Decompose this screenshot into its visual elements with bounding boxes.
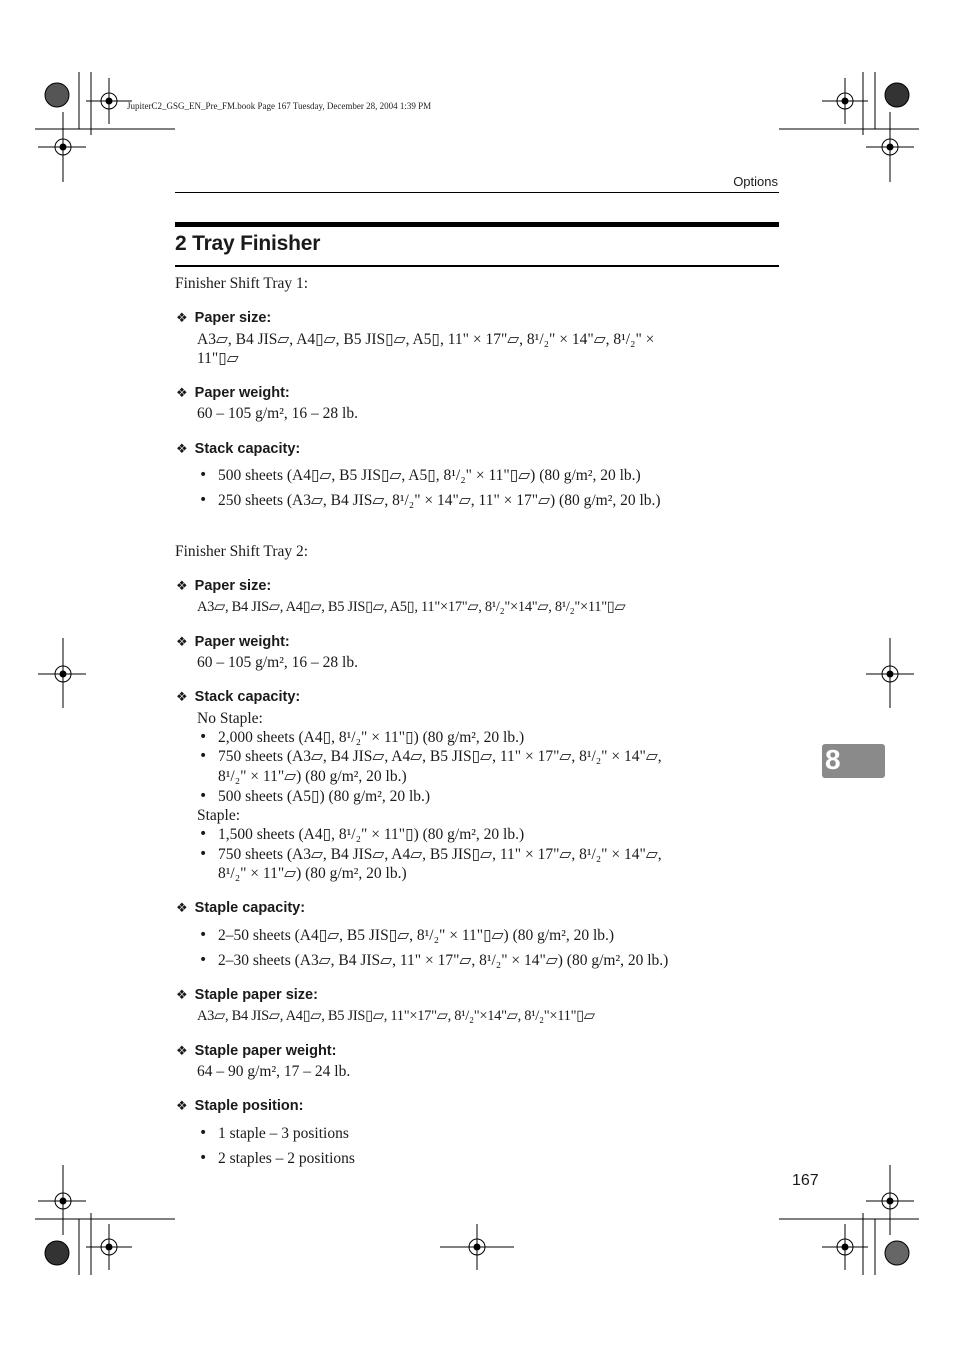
bullet-icon: • <box>199 1150 208 1166</box>
tray1-paper-size-heading <box>176 309 271 327</box>
diamond-bullet-icon: ❖ <box>176 1044 188 1059</box>
staple-capacity-heading <box>176 899 305 917</box>
bullet-icon: • <box>199 729 208 745</box>
bullet-icon: • <box>199 1125 208 1141</box>
list-item: 1,500 sheets (A4▯, 8¹/₂" × 11"▯) (80 g/m², 20 lb.) <box>218 826 525 843</box>
staple-paper-size-value: A3▱, B4 JIS▱, A4▯▱, B5 JIS▯▱, 11"×17"▱, 8¹/₂"×14"▱, 8¹/₂"×11"▯▱ <box>197 1008 595 1024</box>
list-item-line2: 8¹/₂" × 11"▱) (80 g/m², 20 lb.) <box>218 768 407 785</box>
diamond-bullet-icon: ❖ <box>176 386 188 401</box>
label: Paper size: <box>194 310 272 326</box>
tray2-stack-capacity-heading <box>176 688 300 706</box>
diamond-bullet-icon: ❖ <box>176 635 188 650</box>
label: Paper weight: <box>194 385 290 401</box>
label: Stack capacity: <box>194 441 301 457</box>
list-item: 2,000 sheets (A4▯, 8¹/₂" × 11"▯) (80 g/m², 20 lb.) <box>218 729 525 746</box>
list-item: 250 sheets (A3▱, B4 JIS▱, 8¹/₂" × 14"▱, 11" × 17"▱) (80 g/m², 20 lb.) <box>218 492 661 509</box>
bullet-icon: • <box>199 788 208 804</box>
bullet-icon: • <box>199 748 208 764</box>
list-item: 500 sheets (A4▯▱, B5 JIS▯▱, A5▯, 8¹/₂" × 11"▯▱) (80 g/m², 20 lb.) <box>218 467 641 484</box>
label: Paper size: <box>194 578 272 594</box>
list-item: 2–30 sheets (A3▱, B4 JIS▱, 11" × 17"▱, 8¹/₂" × 14"▱) (80 g/m², 20 lb.) <box>218 952 669 969</box>
tray1-paper-size-line1: A3▱, B4 JIS▱, A4▯▱, B5 JIS▯▱, A5▯, 11" × 17"▱, 8¹/₂" × 14"▱, 8¹/₂" × <box>197 331 655 348</box>
tray1-heading: Finisher Shift Tray 1: <box>175 275 309 292</box>
title-top-rule <box>175 222 779 227</box>
title-bottom-rule <box>175 265 779 267</box>
list-item: 500 sheets (A5▯) (80 g/m², 20 lb.) <box>218 788 431 805</box>
bullet-icon: • <box>199 826 208 842</box>
label: Paper weight: <box>194 634 290 650</box>
tray1-paper-weight-value: 60 – 105 g/m², 16 – 28 lb. <box>197 405 358 422</box>
staple-paper-weight-heading <box>176 1042 336 1060</box>
list-item-line1: 750 sheets (A3▱, B4 JIS▱, A4▱, B5 JIS▯▱, 11" × 17"▱, 8¹/₂" × 14"▱, <box>218 846 662 863</box>
tray2-heading: Finisher Shift Tray 2: <box>175 543 309 560</box>
no-staple-label: No Staple: <box>197 710 263 727</box>
label: Staple paper size: <box>194 987 318 1003</box>
tray1-paper-weight-heading <box>176 384 290 402</box>
list-item: 2–50 sheets (A4▯▱, B5 JIS▯▱, 8¹/₂" × 11"▯▱) (80 g/m², 20 lb.) <box>218 927 615 944</box>
staple-paper-size-heading <box>176 986 318 1004</box>
diamond-bullet-icon: ❖ <box>176 690 188 705</box>
bullet-icon: • <box>199 927 208 943</box>
bullet-icon: • <box>199 492 208 508</box>
tray2-paper-weight-heading <box>176 633 290 651</box>
file-info-header: JupiterC2_GSG_EN_Pre_FM.book Page 167 Tuesday, December 28, 2004 1:39 PM <box>127 101 432 111</box>
label: Staple capacity: <box>194 900 306 916</box>
running-head: Options <box>733 174 778 189</box>
tray1-stack-capacity-heading <box>176 440 300 458</box>
chapter-tab <box>822 744 885 778</box>
label: Staple position: <box>194 1098 304 1114</box>
staple-label: Staple: <box>197 807 241 824</box>
diamond-bullet-icon: ❖ <box>176 579 188 594</box>
label: Stack capacity: <box>194 689 301 705</box>
tray2-paper-size-heading <box>176 577 271 595</box>
bullet-icon: • <box>199 952 208 968</box>
list-item-line1: 750 sheets (A3▱, B4 JIS▱, A4▱, B5 JIS▯▱, 11" × 17"▱, 8¹/₂" × 14"▱, <box>218 748 662 765</box>
bullet-icon: • <box>199 467 208 483</box>
tray1-paper-size-line2: 11"▯▱ <box>197 350 239 367</box>
section-title: 2 Tray Finisher <box>175 232 321 255</box>
bullet-icon: • <box>199 846 208 862</box>
staple-paper-weight-value: 64 – 90 g/m², 17 – 24 lb. <box>197 1063 351 1080</box>
label: Staple paper weight: <box>194 1043 337 1059</box>
tray2-paper-weight-value: 60 – 105 g/m², 16 – 28 lb. <box>197 654 358 671</box>
tray2-paper-size-value: A3▱, B4 JIS▱, A4▯▱, B5 JIS▯▱, A5▯, 11"×17"▱, 8¹/₂"×14"▱, 8¹/₂"×11"▯▱ <box>197 599 626 615</box>
diamond-bullet-icon: ❖ <box>176 442 188 457</box>
list-item-line2: 8¹/₂" × 11"▱) (80 g/m², 20 lb.) <box>218 865 407 882</box>
diamond-bullet-icon: ❖ <box>176 311 188 326</box>
staple-position-heading <box>176 1097 303 1115</box>
header-rule <box>175 192 779 193</box>
diamond-bullet-icon: ❖ <box>176 901 188 916</box>
chapter-number: 8 <box>825 744 841 775</box>
page-number: 167 <box>792 1172 819 1189</box>
list-item: 2 staples – 2 positions <box>218 1150 355 1167</box>
diamond-bullet-icon: ❖ <box>176 988 188 1003</box>
diamond-bullet-icon: ❖ <box>176 1099 188 1114</box>
list-item: 1 staple – 3 positions <box>218 1125 349 1142</box>
